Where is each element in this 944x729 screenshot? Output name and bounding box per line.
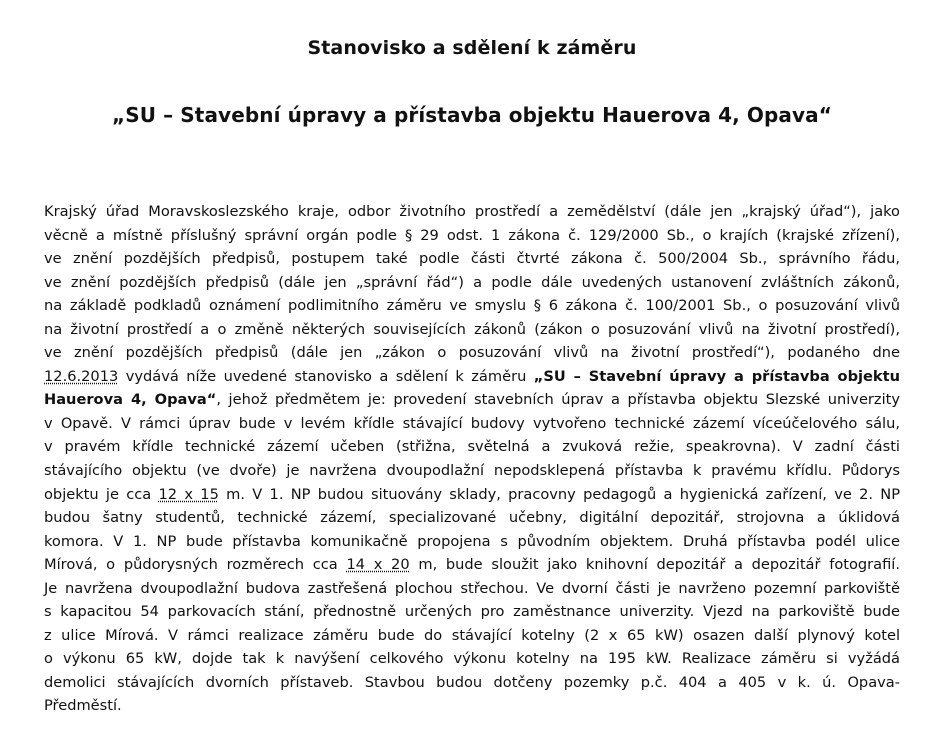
text-run: m. V 1. NP budou situovány sklady, pracovny pedagogů a hygienická zařízení, ve 2. NP [218, 485, 901, 503]
text-run: věcně a místně příslušný správní orgán podle § 29 odst. 1 zákona č. 129/2000 Sb., o krajích (krajské zřízení), [44, 226, 900, 244]
text-run: z ulice Mírová. V rámci realizace záměru bude do stávající kotelny (2 x 65 kW) osazen další plynový kotel [44, 626, 900, 644]
paragraph-line [44, 600, 900, 624]
paragraph-line [44, 435, 900, 459]
text-run: na životní prostředí a o změně některých souvisejících zákonů (zákon o posuzování vlivů na životní prostředí), [44, 320, 900, 338]
text-run: vydává níže uvedené stanovisko a sdělení k záměru [118, 367, 534, 385]
document-subtitle: „SU – Stavební úpravy a přístavba objektu Hauerova 4, Opava“ [111, 103, 832, 127]
text-run: , jehož předmětem je: provedení stavebních úprav a přístavba objektu Slezské univerzity [216, 391, 900, 409]
text-run: ve znění pozdějších předpisů (dále jen „správní řád“) a podle dále uvedených ustanovení zvláštních zákonů, [44, 273, 900, 291]
text-run: m, bude sloužit jako knihovní depozitář a depozitář fotografií. [409, 556, 901, 574]
text-run: budou šatny studentů, technické zázemí, specializované učebny, digitální depozitář, strojovna a úklidová [44, 509, 900, 527]
text-run: Mírová, o půdorysných rozměrech cca [44, 556, 347, 574]
text-run: objektu je cca [44, 485, 159, 503]
text-run: ve znění pozdějších předpisů (dále jen „zákon o posuzování vlivů na životní prostředí“), podaného dne [44, 344, 900, 362]
text-run: stávajícího objektu (ve dvoře) je navržena dvoupodlažní nepodsklepená přístavba k pravému křídlu. Půdorys [44, 462, 900, 480]
text-run: Krajský úřad Moravskoslezského kraje, odbor životního prostředí a zemědělství (dále jen „krajský úřad“), jako [44, 203, 900, 220]
text-run: komora. V 1. NP bude přístavba komunikačně propojena s původním objektem. Druhá přístavba podél ulice [44, 532, 900, 550]
text-run: Je navržena dvoupodlažní budova zastřešená plochou střechou. Ve dvorní části je navrženo pozemní parkoviště [44, 579, 900, 597]
paragraph-line [44, 365, 900, 389]
paragraph-line [44, 553, 900, 577]
text-run: v pravém křídle technické zázemí učeben (střižna, světelná a zvuková režie, speakrovna). V zadní části [44, 438, 900, 456]
text-run: o výkonu 65 kW, dojde tak k navýšení celkového výkonu kotelny na 195 kW. Realizace záměru si vyžádá [44, 650, 900, 668]
underlined-text: 12.6.2013 [44, 367, 119, 385]
paragraph-line [44, 624, 900, 648]
paragraph-line [44, 671, 900, 695]
paragraph-line [44, 483, 900, 507]
paragraph-line [44, 459, 900, 483]
text-run: ve znění pozdějších předpisů, postupem také podle části čtvrté zákona č. 500/2004 Sb., správního řádu, [44, 250, 900, 268]
document-title: Stanovisko a sdělení k záměru [307, 37, 637, 59]
bold-text: Hauerova 4, Opava“ [44, 391, 217, 409]
text-run: s kapacitou 54 parkovacích stání, přednostně určených pro zaměstnance univerzity. Vjezd na parkoviště bude [44, 603, 900, 621]
bold-text: „SU – Stavební úpravy a přístavba objektu [533, 367, 900, 385]
paragraph-line [44, 388, 900, 412]
paragraph-line [44, 271, 900, 295]
underlined-text: 14 x 20 [346, 556, 410, 574]
paragraph-line [44, 694, 900, 718]
paragraph-line [44, 577, 900, 601]
text-run: demolici stávajících dvorních přístaveb. Stavbou budou dotčeny pozemky p.č. 404 a 405 v k. ú. Opava- [44, 673, 900, 691]
text-run: na základě podkladů oznámení podlimitního záměru ve smyslu § 6 zákona č. 100/2001 Sb., o posuzování vlivů [44, 297, 900, 315]
body-paragraph [44, 200, 900, 718]
paragraph-line [44, 200, 900, 224]
text-run: Předměstí. [44, 697, 122, 715]
paragraph-line [44, 412, 900, 436]
paragraph-line [44, 341, 900, 365]
paragraph-line [44, 224, 900, 248]
text-run: v Opavě. V rámci úprav bude v levém křídle stávající budovy vytvořeno technické zázemí víceúčelového sálu, [44, 414, 900, 432]
underlined-text: 12 x 15 [158, 485, 219, 503]
paragraph-line [44, 247, 900, 271]
paragraph-line [44, 294, 900, 318]
paragraph-line [44, 530, 900, 554]
paragraph-line [44, 506, 900, 530]
paragraph-line [44, 318, 900, 342]
paragraph-line [44, 647, 900, 671]
